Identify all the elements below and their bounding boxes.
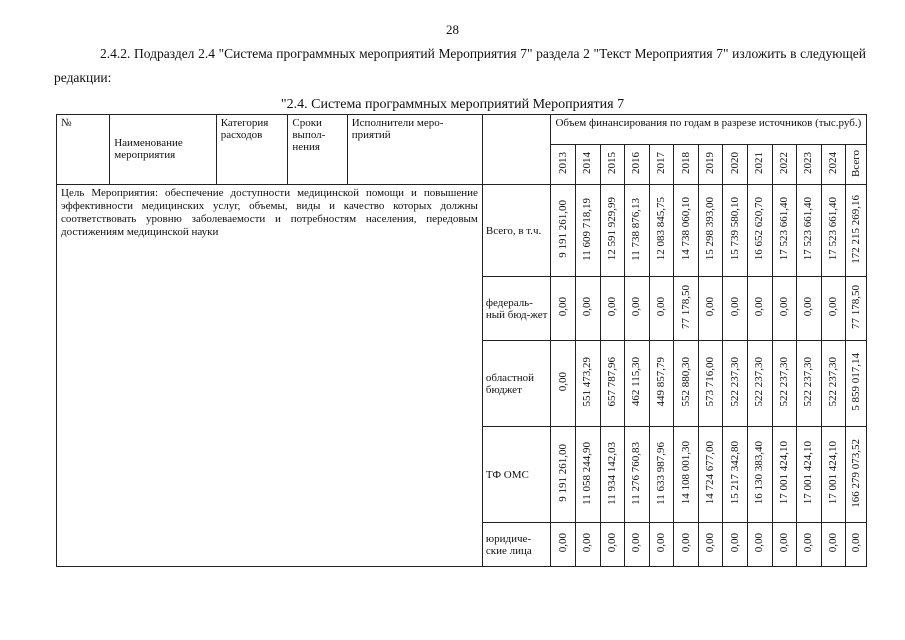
funding-value-cell	[747, 185, 772, 277]
funding-value: 657 787,96	[605, 357, 618, 407]
funding-table	[56, 114, 867, 567]
year-label: 2015	[605, 152, 618, 174]
funding-value-cell	[649, 341, 674, 427]
funding-value: 0,00	[728, 297, 741, 317]
funding-value: 15 298 393,00	[704, 197, 717, 261]
funding-value: 17 523 661,40	[777, 197, 790, 261]
funding-value: 14 108 001,30	[679, 441, 692, 505]
year-header	[674, 145, 699, 185]
funding-value-cell	[698, 277, 723, 341]
year-header	[551, 145, 576, 185]
funding-value: 15 739 580,10	[728, 197, 741, 261]
funding-value: 11 738 876,13	[630, 197, 643, 261]
funding-value: 17 001 424,10	[826, 441, 839, 505]
funding-value-cell	[674, 277, 699, 341]
funding-value: 14 724 677,00	[704, 441, 717, 505]
funding-value-cell	[600, 523, 625, 567]
year-label: 2014	[581, 152, 594, 174]
year-header	[821, 145, 846, 185]
funding-value: 0,00	[728, 533, 741, 553]
funding-value: 522 237,30	[753, 357, 766, 407]
funding-value-cell	[649, 277, 674, 341]
funding-value: 0,00	[826, 297, 839, 317]
funding-value-cell	[797, 341, 822, 427]
funding-value: 522 237,30	[802, 357, 815, 407]
funding-value-cell	[576, 277, 601, 341]
header-category: Категория расходов	[216, 115, 288, 185]
funding-value-cell	[649, 185, 674, 277]
funding-value: 12 083 845,75	[655, 197, 667, 261]
funding-value: 522 237,30	[826, 357, 839, 407]
year-header	[797, 145, 822, 185]
funding-value: 17 523 661,40	[802, 197, 815, 261]
funding-value-cell	[674, 185, 699, 277]
funding-value: 172 215 269,16	[849, 194, 862, 264]
funding-value: 11 276 760,83	[630, 441, 643, 505]
funding-value-cell	[821, 523, 846, 567]
funding-value-cell	[551, 341, 576, 427]
funding-value: 0,00	[777, 297, 790, 317]
funding-value: 166 279 073,52	[849, 438, 862, 508]
funding-value-cell	[551, 185, 576, 277]
page-number: 28	[446, 22, 459, 37]
funding-value: 0,00	[630, 533, 643, 553]
funding-value-cell	[551, 277, 576, 341]
funding-value-cell	[846, 341, 867, 427]
funding-value-cell	[723, 341, 748, 427]
funding-value: 17 001 424,10	[802, 441, 815, 505]
funding-source-label: федераль-ный бюд-жет	[482, 277, 551, 341]
funding-value: 0,00	[655, 533, 667, 553]
intro-paragraph: 2.4.2. Подраздел 2.4 "Система программных мероприятий Мероприятия 7" раздела 2 "Текст Мероприятия 7" изложить в следующей редакции:	[54, 46, 866, 85]
funding-value: 0,00	[753, 533, 766, 553]
funding-value: 449 857,79	[655, 357, 667, 407]
funding-value: 0,00	[655, 297, 667, 317]
funding-source-label: областной бюджет	[482, 341, 551, 427]
funding-value: 0,00	[630, 297, 643, 317]
funding-value-cell	[797, 277, 822, 341]
header-name: Наименование мероприятия	[110, 115, 216, 185]
year-label: 2019	[704, 152, 717, 174]
funding-value-cell	[723, 277, 748, 341]
funding-value-cell	[625, 523, 650, 567]
funding-value-cell	[747, 277, 772, 341]
funding-value: 0,00	[826, 533, 839, 553]
funding-value: 0,00	[679, 533, 692, 553]
funding-value-cell	[821, 185, 846, 277]
funding-source-label: Всего, в т.ч.	[482, 185, 551, 277]
year-label: 2020	[728, 152, 741, 174]
year-header	[649, 145, 674, 185]
funding-source-label: юридиче-ские лица	[482, 523, 551, 567]
header-num: №	[57, 115, 110, 185]
funding-value-cell	[576, 427, 601, 523]
funding-value: 9 191 261,00	[556, 200, 569, 258]
funding-value: 0,00	[704, 297, 717, 317]
funding-value-cell	[846, 185, 867, 277]
year-label: 2016	[630, 152, 643, 174]
year-label: Всего	[849, 149, 862, 177]
funding-value: 15 217 342,80	[728, 441, 741, 505]
funding-source-label: ТФ ОМС	[482, 427, 551, 523]
funding-value-cell	[551, 427, 576, 523]
header-funding: Объем финансирования по годам в разрезе источников (тыс.руб.)	[551, 115, 867, 145]
goal-text: Цель Мероприятия: обеспечение доступности медицинской помощи и повышение эффективности медицинских услуг, объемы, виды и качество которых должны соответствовать уровню заболеваемости и потребностям населения, передовым достижениям медицинской науки	[57, 185, 483, 567]
funding-value-cell	[797, 185, 822, 277]
year-label: 2013	[556, 152, 569, 174]
funding-value-cell	[674, 427, 699, 523]
funding-value: 551 473,29	[581, 357, 594, 407]
funding-value: 11 633 987,96	[655, 441, 667, 505]
funding-value-cell	[846, 427, 867, 523]
funding-value: 522 237,30	[777, 357, 790, 407]
funding-value-cell	[698, 523, 723, 567]
funding-value-cell	[600, 277, 625, 341]
funding-value: 16 130 383,40	[753, 441, 766, 505]
funding-value: 0,00	[581, 297, 594, 317]
funding-value-cell	[821, 277, 846, 341]
funding-value-cell	[551, 523, 576, 567]
funding-value-cell	[846, 523, 867, 567]
year-header	[747, 145, 772, 185]
table-title: "2.4. Система программных мероприятий Мероприятия 7	[280, 97, 625, 112]
year-label: 2021	[753, 152, 766, 174]
funding-value-cell	[674, 341, 699, 427]
funding-value-cell	[576, 185, 601, 277]
year-label: 2023	[802, 152, 815, 174]
funding-value-cell	[747, 427, 772, 523]
funding-value: 17 001 424,10	[777, 441, 790, 505]
funding-value: 12 591 929,99	[605, 197, 618, 261]
funding-value: 0,00	[802, 297, 815, 317]
funding-value: 0,00	[581, 533, 594, 553]
funding-value: 573 716,00	[704, 357, 717, 407]
funding-value: 17 523 661,40	[826, 197, 839, 261]
funding-value: 77 178,50	[849, 285, 862, 329]
funding-value: 14 738 060,10	[679, 197, 692, 261]
funding-value-cell	[698, 341, 723, 427]
funding-value-cell	[821, 427, 846, 523]
year-label: 2018	[679, 152, 692, 174]
funding-value: 0,00	[704, 533, 717, 553]
funding-value: 11 934 142,03	[605, 441, 618, 505]
year-header	[698, 145, 723, 185]
funding-value: 11 609 718,19	[581, 197, 594, 261]
funding-value-cell	[649, 427, 674, 523]
funding-value: 462 115,30	[630, 357, 643, 407]
funding-value-cell	[576, 523, 601, 567]
funding-value: 522 237,30	[728, 357, 741, 407]
funding-value-cell	[600, 341, 625, 427]
funding-value: 0,00	[753, 297, 766, 317]
funding-value-cell	[698, 427, 723, 523]
funding-value: 5 859 017,14	[849, 353, 862, 411]
funding-value: 0,00	[556, 372, 569, 392]
funding-value-cell	[723, 523, 748, 567]
funding-value: 0,00	[556, 533, 569, 553]
funding-value-cell	[600, 185, 625, 277]
funding-value-cell	[723, 185, 748, 277]
funding-value-cell	[625, 427, 650, 523]
funding-value-cell	[772, 341, 797, 427]
funding-value-cell	[747, 341, 772, 427]
funding-value: 11 058 244,90	[581, 441, 594, 505]
funding-value-cell	[821, 341, 846, 427]
funding-value-cell	[625, 185, 650, 277]
year-header	[600, 145, 625, 185]
year-header	[846, 145, 867, 185]
header-source-blank	[482, 115, 551, 185]
year-label: 2022	[777, 152, 790, 174]
funding-value-cell	[772, 277, 797, 341]
funding-value-cell	[576, 341, 601, 427]
year-header	[772, 145, 797, 185]
funding-value: 0,00	[802, 533, 815, 553]
funding-value: 9 191 261,00	[556, 444, 569, 502]
funding-value-cell	[747, 523, 772, 567]
funding-value-cell	[723, 427, 748, 523]
funding-value: 16 652 620,70	[753, 197, 766, 261]
funding-value: 77 178,50	[679, 285, 692, 329]
funding-value-cell	[772, 427, 797, 523]
year-label: 2017	[655, 152, 667, 174]
funding-value-cell	[772, 185, 797, 277]
funding-value-cell	[600, 427, 625, 523]
funding-value: 0,00	[849, 533, 862, 553]
year-label: 2024	[826, 152, 839, 174]
funding-value-cell	[625, 341, 650, 427]
funding-value-cell	[698, 185, 723, 277]
funding-value: 552 880,30	[679, 357, 692, 407]
funding-value: 0,00	[605, 533, 618, 553]
funding-value: 0,00	[556, 297, 569, 317]
funding-value-cell	[797, 523, 822, 567]
year-header	[625, 145, 650, 185]
funding-value-cell	[772, 523, 797, 567]
funding-value: 0,00	[777, 533, 790, 553]
funding-value-cell	[674, 523, 699, 567]
funding-value-cell	[649, 523, 674, 567]
funding-value: 0,00	[605, 297, 618, 317]
funding-value-cell	[625, 277, 650, 341]
year-header	[576, 145, 601, 185]
header-terms: Сроки выпол-нения	[288, 115, 347, 185]
funding-value-cell	[797, 427, 822, 523]
table-row	[57, 185, 867, 277]
header-executors: Исполнители меро-приятий	[347, 115, 482, 185]
funding-value-cell	[846, 277, 867, 341]
year-header	[723, 145, 748, 185]
